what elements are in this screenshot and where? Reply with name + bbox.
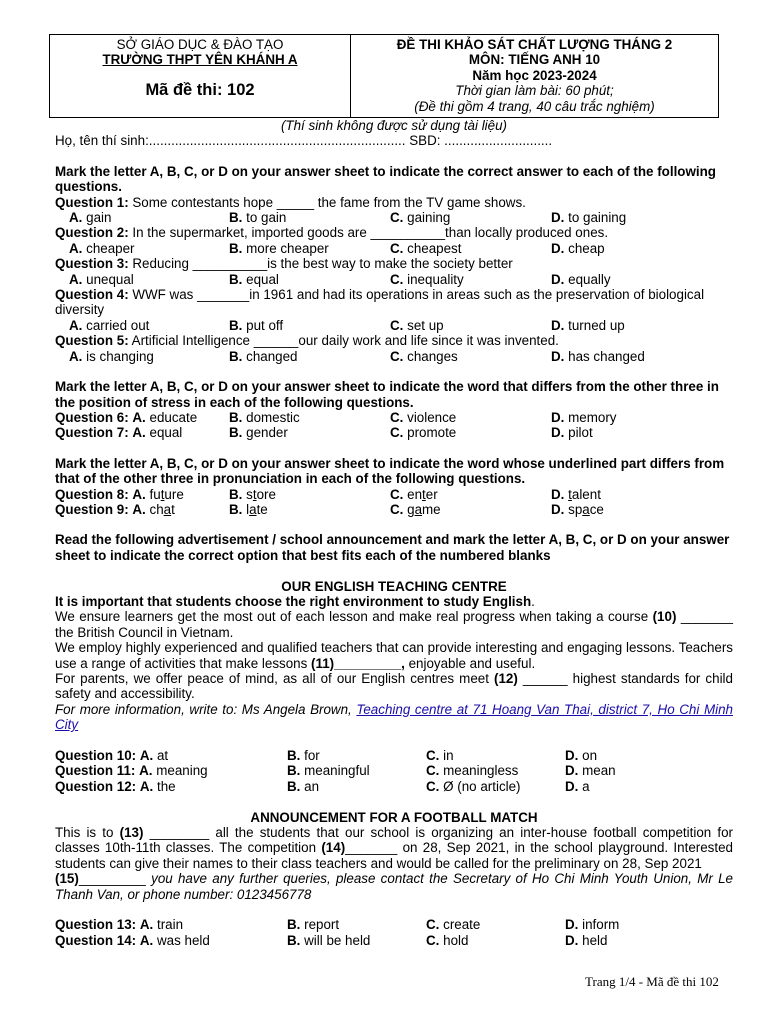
option-letter: B. (229, 271, 243, 287)
option-text: train (153, 917, 184, 933)
question-row (55, 410, 733, 425)
option-text: cheapest (403, 240, 462, 256)
question-label: Question 12: (55, 778, 137, 794)
option-d (551, 349, 645, 364)
option-letter: B. (229, 409, 243, 425)
option-c (426, 779, 565, 794)
school-name: TRƯỜNG THPT YÊN KHÁNH A (102, 52, 298, 67)
option-letter: C. (426, 932, 440, 948)
option-c (390, 241, 551, 256)
option-a (55, 779, 287, 794)
word-part: er (425, 486, 438, 502)
option-d (551, 272, 611, 287)
option-d (551, 502, 604, 517)
option-letter: C. (426, 763, 440, 779)
option-text: create (439, 917, 481, 933)
option-text: was held (153, 932, 210, 948)
question-stem (55, 225, 733, 240)
word-part: ch (145, 501, 164, 517)
candidate-line: Họ, tên thí sinh:..................................................................... SBD: ............................. (55, 133, 553, 149)
option-a (55, 748, 287, 763)
option-text: equal (242, 271, 279, 287)
option-letter: A. (69, 240, 83, 256)
option-d (551, 410, 617, 425)
option-text: unequal (82, 271, 134, 287)
question-label: Question 2: (55, 225, 129, 241)
question-row (55, 933, 733, 948)
question-row (55, 502, 733, 517)
question-text: WWF was _______in 1961 and had its operations in areas such as the preservation of biological diversity (55, 287, 705, 318)
section3-questions (55, 487, 733, 518)
option-text: held (578, 932, 608, 948)
option-b (287, 917, 426, 932)
option-b (287, 763, 426, 778)
option-a (55, 272, 229, 287)
option-letter: C. (426, 748, 440, 763)
address-link[interactable]: Teaching centre at 71 Hoang Van Thai, district 7, Ho Chi Minh City (55, 701, 733, 733)
underlined-part: a (582, 501, 590, 517)
option-b (229, 502, 390, 517)
option-letter: D. (565, 748, 579, 763)
announcement-paragraph-2: (15)_________ you have any further queries, please contact the Secretary of Ho Chi Minh Youth Union, Mr Le Thanh Van, or phone number: 0123456778 (55, 871, 733, 902)
option-a (55, 410, 229, 425)
option-text: an (300, 778, 320, 794)
option-letter: D. (551, 240, 565, 256)
section1-instruction: Mark the letter A, B, C, or D on your answer sheet to indicate the correct answer to each of the following questions. (55, 163, 716, 195)
option-letter: C. (390, 348, 404, 364)
option-a (55, 318, 229, 333)
option-text: more cheaper (242, 240, 329, 256)
option-text: at (153, 748, 169, 763)
option-text: mean (578, 763, 616, 779)
word-part: s (242, 486, 253, 502)
option-text: hold (439, 932, 469, 948)
question-label: Question 9: (55, 501, 129, 517)
option-b (229, 210, 390, 225)
option-letter: A. (139, 748, 154, 763)
word-part: alent (571, 486, 601, 502)
option-letter: C. (390, 210, 404, 226)
question-stem (55, 333, 733, 348)
word-part: g (403, 501, 415, 517)
option-d (565, 779, 590, 794)
option-letter: D. (551, 486, 565, 502)
option-letter: B. (287, 917, 301, 933)
option-letter: C. (390, 271, 404, 287)
option-letter: A. (139, 932, 154, 948)
option-letter: B. (287, 748, 301, 763)
option-letter: C. (390, 409, 404, 425)
question-stem (55, 287, 733, 318)
option-letter: D. (565, 763, 579, 779)
option-letter: B. (287, 763, 301, 779)
question-text: Some contestants hope _____ the fame from the TV game shows. (128, 194, 526, 210)
option-d (565, 763, 616, 778)
section4-instruction: Read the following advertisement / school announcement and mark the letter A, B, C, or D on your answer sheet to indicate the correct option that best fits each of the numbered blanks (55, 532, 730, 563)
question-row (55, 763, 733, 778)
advert-title: OUR ENGLISH TEACHING CENTRE (281, 578, 507, 594)
option-letter: D. (551, 210, 565, 226)
word-part: ce (589, 501, 604, 517)
question-label: Question 10: (55, 748, 137, 763)
option-text: on (578, 748, 598, 763)
section1-questions (55, 195, 733, 364)
option-d (551, 241, 605, 256)
option-c (426, 763, 565, 778)
option-letter: B. (287, 932, 301, 948)
exam-page (55, 34, 733, 948)
question-row (55, 917, 733, 932)
word-part: sp (564, 501, 583, 517)
option-text: equally (564, 271, 611, 287)
question-row (55, 748, 733, 763)
underlined-part: a (414, 501, 423, 517)
exam-header (49, 34, 719, 118)
question-label: Question 5: (55, 333, 129, 349)
option-letter: C. (426, 778, 440, 794)
option-text: promote (403, 425, 457, 441)
question-label: Question 3: (55, 256, 129, 272)
option-b (229, 349, 390, 364)
advert-paragraph-1: We ensure learners get the most out of each lesson and make real progress when taking a course (10) _______ the British Council in Vietnam. (55, 609, 733, 640)
option-text: carried out (82, 317, 150, 333)
option-text: pilot (564, 425, 593, 441)
underlined-part: a (249, 501, 257, 517)
option-a (55, 425, 229, 440)
question-row (55, 425, 733, 440)
option-text: to gaining (564, 210, 627, 226)
advert-paragraph-2: We employ highly experienced and qualified teachers that can provide interesting and engaging lessons. Teachers use a range of activities that make lessons (11)_________, enjoyable and useful. (55, 640, 733, 671)
option-c (426, 917, 565, 932)
underlined-part: t (160, 486, 165, 502)
time-limit: Thời gian làm bài: 60 phút; (455, 83, 614, 99)
options-row (55, 241, 733, 256)
option-text: educate (145, 409, 198, 425)
option-letter: D. (565, 917, 579, 933)
word-part: fu (145, 486, 161, 502)
option-text: changes (403, 348, 458, 364)
option-b (229, 410, 390, 425)
header-left (50, 35, 351, 117)
option-letter: A. (69, 271, 83, 287)
option-text: Ø (no article) (439, 778, 521, 794)
option-c (390, 425, 551, 440)
word-part: me (422, 501, 441, 517)
question-row (55, 779, 733, 794)
exam-title: ĐỀ THI KHẢO SÁT CHẤT LƯỢNG THÁNG 2 (396, 37, 673, 52)
option-letter: B. (229, 317, 243, 333)
page-footer: Trang 1/4 - Mã đề thi 102 (585, 974, 719, 989)
option-c (390, 502, 551, 517)
option-d (551, 425, 593, 440)
option-text: has changed (564, 348, 645, 364)
option-b (229, 272, 390, 287)
options-row (55, 272, 733, 287)
options-row (55, 318, 733, 333)
option-letter: A. (69, 348, 83, 364)
option-text: set up (403, 317, 444, 333)
option-text: for (300, 748, 320, 763)
section2-questions (55, 410, 733, 441)
question-stem (55, 195, 733, 210)
option-a (55, 933, 287, 948)
option-d (551, 318, 625, 333)
option-letter: D. (551, 425, 565, 441)
header-right (351, 35, 718, 117)
option-a (55, 763, 287, 778)
option-d (565, 933, 607, 948)
option-d (551, 210, 626, 225)
option-text: cheap (564, 240, 605, 256)
option-letter: C. (390, 240, 404, 256)
option-a (55, 502, 229, 517)
advert-contact: For more information, write to: Ms Angela Brown, Teaching centre at 71 Hoang Van Thai, district 7, Ho Chi Minh City (55, 701, 733, 733)
option-letter: D. (551, 501, 565, 517)
option-b (287, 779, 426, 794)
option-letter: C. (390, 501, 404, 517)
option-text: violence (403, 409, 457, 425)
options-row (55, 210, 733, 225)
section5-questions (55, 917, 733, 948)
option-b (287, 748, 426, 763)
option-text: equal (145, 425, 183, 441)
option-text: turned up (564, 317, 625, 333)
option-letter: C. (390, 317, 404, 333)
advert-subtitle: It is important that students choose the right environment to study English. (55, 593, 535, 609)
question-text: Reducing __________is the best way to make the society better (128, 256, 513, 272)
announcement-title: ANNOUNCEMENT FOR A FOOTBALL MATCH (250, 809, 538, 825)
word-part: l (242, 501, 250, 517)
option-letter: A. (139, 778, 154, 794)
word-part: en (403, 486, 423, 502)
option-b (287, 933, 426, 948)
option-b (229, 487, 390, 502)
no-materials-note: (Thí sinh không được sử dụng tài liệu) (280, 118, 508, 133)
option-text: cheaper (82, 240, 135, 256)
option-letter: A. (139, 917, 154, 933)
question-stem (55, 256, 733, 271)
option-letter: B. (229, 240, 243, 256)
question-text: Artificial Intelligence ______our daily work and life since it was invented. (128, 333, 559, 349)
section4-questions (55, 748, 733, 794)
school-year: Năm học 2023-2024 (472, 67, 597, 83)
option-a (55, 349, 229, 364)
word-part: t (171, 501, 175, 517)
option-text: to gain (242, 210, 287, 226)
option-b (229, 425, 390, 440)
section3-instruction: Mark the letter A, B, C, or D on your answer sheet to indicate the word whose underlined part differs from that of the other three in pronunciation in each of the following questions. (55, 455, 725, 487)
option-a (55, 487, 229, 502)
option-c (390, 272, 551, 287)
option-letter: D. (551, 317, 565, 333)
question-label: Question 14: (55, 932, 137, 948)
word-part: te (256, 501, 268, 517)
option-text: memory (564, 409, 617, 425)
exam-code: Mã đề thi: 102 (145, 81, 255, 99)
question-label: Question 4: (55, 287, 129, 303)
option-text: will be held (300, 932, 371, 948)
option-d (565, 748, 597, 763)
option-b (229, 318, 390, 333)
word-part: ure (164, 486, 184, 502)
option-letter: C. (390, 425, 404, 441)
option-letter: B. (229, 425, 243, 441)
option-letter: A. (132, 425, 146, 441)
options-row (55, 349, 733, 364)
option-text: inform (578, 917, 620, 933)
option-b (229, 241, 390, 256)
underlined-part: t (252, 486, 257, 502)
question-label: Question 1: (55, 194, 129, 210)
option-letter: A. (69, 317, 83, 333)
option-text: a (578, 778, 590, 794)
underlined-part: t (422, 486, 426, 502)
option-letter: C. (426, 917, 440, 933)
underlined-part: t (568, 486, 572, 502)
option-c (426, 933, 565, 948)
option-letter: A. (132, 501, 146, 517)
option-a (55, 917, 287, 932)
option-a (55, 241, 229, 256)
option-text: put off (242, 317, 284, 333)
option-d (551, 487, 601, 502)
option-letter: A. (139, 763, 153, 779)
option-text: gender (242, 425, 288, 441)
option-letter: B. (287, 778, 301, 794)
option-text: gain (82, 210, 112, 226)
underlined-part: a (163, 501, 172, 517)
option-text: the (153, 778, 176, 794)
option-text: gaining (403, 210, 451, 226)
question-label: Question 11: (55, 763, 136, 779)
question-label: Question 8: (55, 486, 129, 502)
option-c (390, 210, 551, 225)
option-letter: D. (565, 932, 579, 948)
option-d (565, 917, 619, 932)
advert-paragraph-3: For parents, we offer peace of mind, as all of our English centres meet (12) ______ highest standards for child safety and accessibility. (55, 670, 733, 702)
option-letter: D. (551, 271, 565, 287)
option-letter: B. (229, 486, 243, 502)
option-letter: C. (390, 486, 404, 502)
option-letter: B. (229, 501, 243, 517)
option-letter: A. (69, 210, 83, 226)
option-c (390, 318, 551, 333)
option-letter: B. (229, 348, 243, 364)
option-c (426, 748, 565, 763)
question-text: In the supermarket, imported goods are __________than locally produced ones. (128, 225, 609, 241)
option-letter: A. (132, 486, 146, 502)
option-a (55, 210, 229, 225)
option-c (390, 410, 551, 425)
option-text: meaning (152, 763, 208, 779)
option-letter: D. (551, 409, 565, 425)
word-part: ore (256, 486, 276, 502)
option-text: domestic (242, 409, 300, 425)
option-c (390, 349, 551, 364)
question-label: Question 7: (55, 425, 129, 441)
option-letter: D. (551, 348, 565, 364)
exam-info: (Đề thi gồm 4 trang, 40 câu trắc nghiệm) (414, 98, 655, 114)
option-letter: B. (229, 210, 243, 226)
question-row (55, 487, 733, 502)
announcement-paragraph-1: This is to (13) ________ all the students that our school is organizing an inter-house football competition for classes 10th-11th classes. The competition (14)_______ on 28, Sep 2021, in the school playground. Interested students can give their names to their class teachers and would be called for the preliminary on 28, Sep 2021 (55, 825, 734, 871)
department-name: SỞ GIÁO DỤC & ĐÀO TẠO (116, 37, 284, 52)
section2-instruction: Mark the letter A, B, C, or D on your answer sheet to indicate the word that differs from the other three in the position of stress in each of the following questions. (55, 379, 719, 410)
option-text: inequality (403, 271, 464, 287)
option-text: in (439, 748, 454, 763)
option-c (390, 487, 551, 502)
option-letter: A. (132, 409, 146, 425)
question-label: Question 13: (55, 917, 137, 933)
option-text: meaningless (439, 763, 519, 779)
option-text: meaningful (300, 763, 370, 779)
question-label: Question 6: (55, 409, 129, 425)
subject: MÔN: TIẾNG ANH 10 (468, 52, 601, 68)
option-text: changed (242, 348, 298, 364)
option-letter: D. (565, 778, 579, 794)
option-text: is changing (82, 348, 154, 364)
option-text: report (300, 917, 340, 933)
